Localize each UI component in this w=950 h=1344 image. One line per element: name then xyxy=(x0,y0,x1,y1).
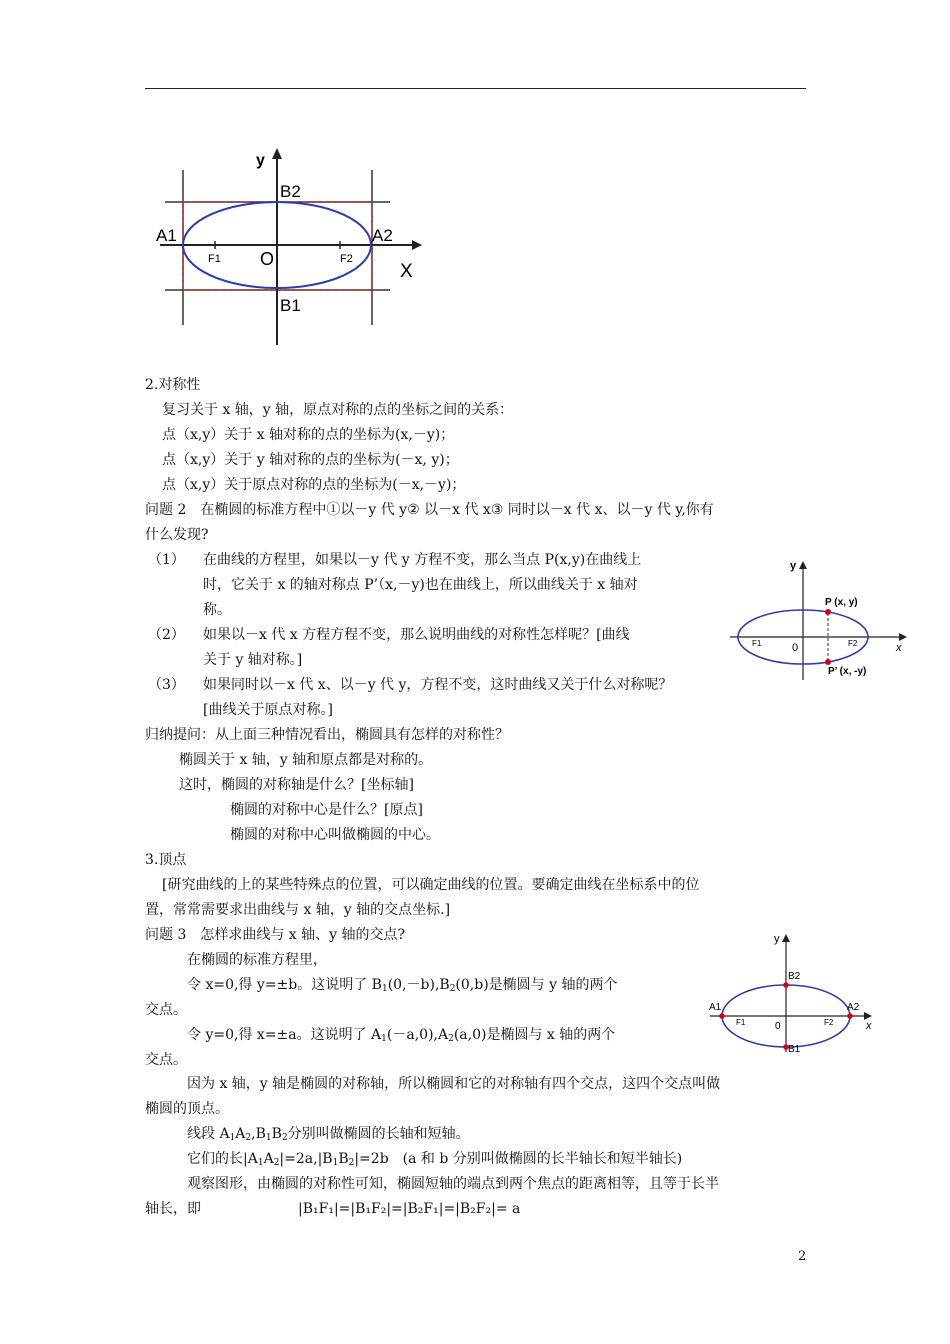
figure3-f1-label: F1 xyxy=(736,1018,746,1027)
figure3-x-label: x xyxy=(866,1020,872,1032)
item-1-line2: 时，它关于 x 的轴对称点 P’（x,－y)也在曲线上，所以曲线关于 x 轴对 xyxy=(203,577,638,593)
symmetry-point-origin: 点（x,y）关于原点对称的点的坐标为(－x,－y)； xyxy=(162,477,466,493)
page-number: 2 xyxy=(798,1249,807,1264)
figure3-a2-label: A2 xyxy=(847,1002,860,1013)
vertex-intro-line1: [研究曲线的上的某些特殊点的位置，可以确定曲线的位置。要确定曲线在坐标系中的位 xyxy=(162,877,700,893)
question-3: 问题 3 怎样求曲线与 x 轴、y 轴的交点? xyxy=(145,927,406,943)
figure-ellipse-symmetry xyxy=(730,555,910,685)
symmetry-point-y: 点（x,y）关于 y 轴对称的点的坐标为(－x, y)； xyxy=(162,452,459,468)
item-3-line2: [曲线关于原点对称。] xyxy=(203,702,333,718)
figure3-b2-label: B2 xyxy=(788,971,801,982)
question-2-line2: 什么发现? xyxy=(145,527,209,543)
figure1-a2-label: A2 xyxy=(372,226,393,245)
section-heading-symmetry: 2.对称性 xyxy=(145,377,201,393)
axis-question: 这时，椭圆的对称轴是什么？[坐标轴] xyxy=(179,777,414,793)
center-question: 椭圆的对称中心是什么？[原点] xyxy=(230,802,423,818)
x-intercept-end: 交点。 xyxy=(145,1052,187,1068)
vertices-line2: 椭圆的顶点。 xyxy=(145,1101,229,1117)
item-3-number: （3） xyxy=(148,677,185,693)
figure3-a1-label: A1 xyxy=(709,1002,722,1013)
figure1-b2-label: B2 xyxy=(280,182,301,201)
figure2-pp-label: P’ (x, -y) xyxy=(828,666,867,677)
item-1-line3: 称。 xyxy=(203,602,231,618)
figure3-origin-label: 0 xyxy=(775,1021,781,1032)
figure2-f1-label: F1 xyxy=(752,639,762,648)
symmetry-intro: 复习关于 x 轴，y 轴，原点对称的点的坐标之间的关系： xyxy=(162,402,514,418)
x-intercept-line: 令 y=0,得 x=±a。这说明了 $A_1(-a,0),A_2(a,0)$是椭圆与 x 轴的两个 xyxy=(187,1027,616,1044)
figure2-p-label: P (x, y) xyxy=(825,597,858,608)
figure1-f1-label: F1 xyxy=(208,253,221,265)
item-2-line1: 如果以－x 代 x 方程方程不变，那么说明曲线的对称性怎样呢？[曲线 xyxy=(203,627,630,643)
symmetry-point-x: 点（x,y）关于 x 轴对称的点的坐标为(x,－y)； xyxy=(162,427,455,443)
figure1-origin-label: O xyxy=(260,249,275,269)
figure-ellipse-rectangle xyxy=(150,145,430,350)
item-3-line1: 如果同时以－x 代 x、以－y 代 y，方程不变，这时曲线又关于什么对称呢？ xyxy=(203,677,673,693)
figure2-x-label: x xyxy=(896,642,902,654)
center-definition: 椭圆的对称中心叫做椭圆的中心。 xyxy=(230,827,440,843)
figure2-f2-label: F2 xyxy=(848,639,858,648)
y-intercept-end: 交点。 xyxy=(145,1002,187,1018)
figure3-f2-label: F2 xyxy=(824,1018,834,1027)
observation-line1: 观察图形，由椭圆的对称性可知，椭圆短轴的端点到两个焦点的距离相等，且等于长半 xyxy=(187,1176,719,1192)
figure1-a1-label: A1 xyxy=(156,226,177,245)
standard-equation-text: 在椭圆的标准方程里， xyxy=(187,952,327,968)
item-2-number: （2） xyxy=(148,627,185,643)
item-2-line2: 关于 y 轴对称。] xyxy=(203,652,303,668)
vertex-intro-line2: 置，常常需要求出曲线与 x 轴，y 轴的交点坐标.] xyxy=(145,902,451,918)
figure-ellipse-vertices xyxy=(706,930,886,1055)
axes-definition: 线段 $A_1A_2,B_1B_2$分别叫做椭圆的长轴和短轴。 xyxy=(187,1126,470,1143)
question-2-line1: 问题 2 在椭圆的标准方程中①以－y 代 y② 以－x 代 x③ 同时以－x 代 x、以－y 代 y,你有 xyxy=(145,502,714,518)
header-rule xyxy=(145,88,806,89)
figure1-b1-label: B1 xyxy=(280,296,301,315)
axes-length: 它们的长$|A_1A_2|=2a,|B_1B_2|=2b$ (a 和 b 分别叫做椭圆的长半轴长和短半轴长) xyxy=(187,1151,683,1168)
figure2-origin-label: 0 xyxy=(792,642,799,654)
item-1-line1: 在曲线的方程里，如果以－y 代 y 方程不变，那么当点 P(x,y)在曲线上 xyxy=(203,552,642,568)
figure1-f2-label: F2 xyxy=(340,253,353,265)
observation-line2: 轴长，即 xyxy=(145,1201,201,1217)
focal-distance-equation: |B₁F₁|=|B₁F₂|=|B₂F₁|=|B₂F₂|= a xyxy=(298,1201,521,1217)
figure1-y-label: y xyxy=(256,152,265,169)
item-1-number: （1） xyxy=(148,552,185,568)
figure3-b1-label: B1 xyxy=(788,1044,801,1055)
y-intercept-line: 令 x=0,得 y=±b。这说明了 $B_1(0,-b),B_2(0,b)$是椭圆与 y 轴的两个 xyxy=(187,977,618,994)
section-heading-vertex: 3.顶点 xyxy=(145,852,187,868)
figure3-y-label: y xyxy=(774,933,780,945)
summary-question: 归纳提问：从上面三种情况看出，椭圆具有怎样的对称性？ xyxy=(145,727,509,743)
figure1-x-label: X xyxy=(400,261,413,282)
vertices-line1: 因为 x 轴，y 轴是椭圆的对称轴，所以椭圆和它的对称轴有四个交点，这四个交点叫做 xyxy=(187,1076,721,1092)
summary-answer: 椭圆关于 x 轴，y 轴和原点都是对称的。 xyxy=(179,752,433,768)
figure2-y-label: y xyxy=(790,560,797,572)
